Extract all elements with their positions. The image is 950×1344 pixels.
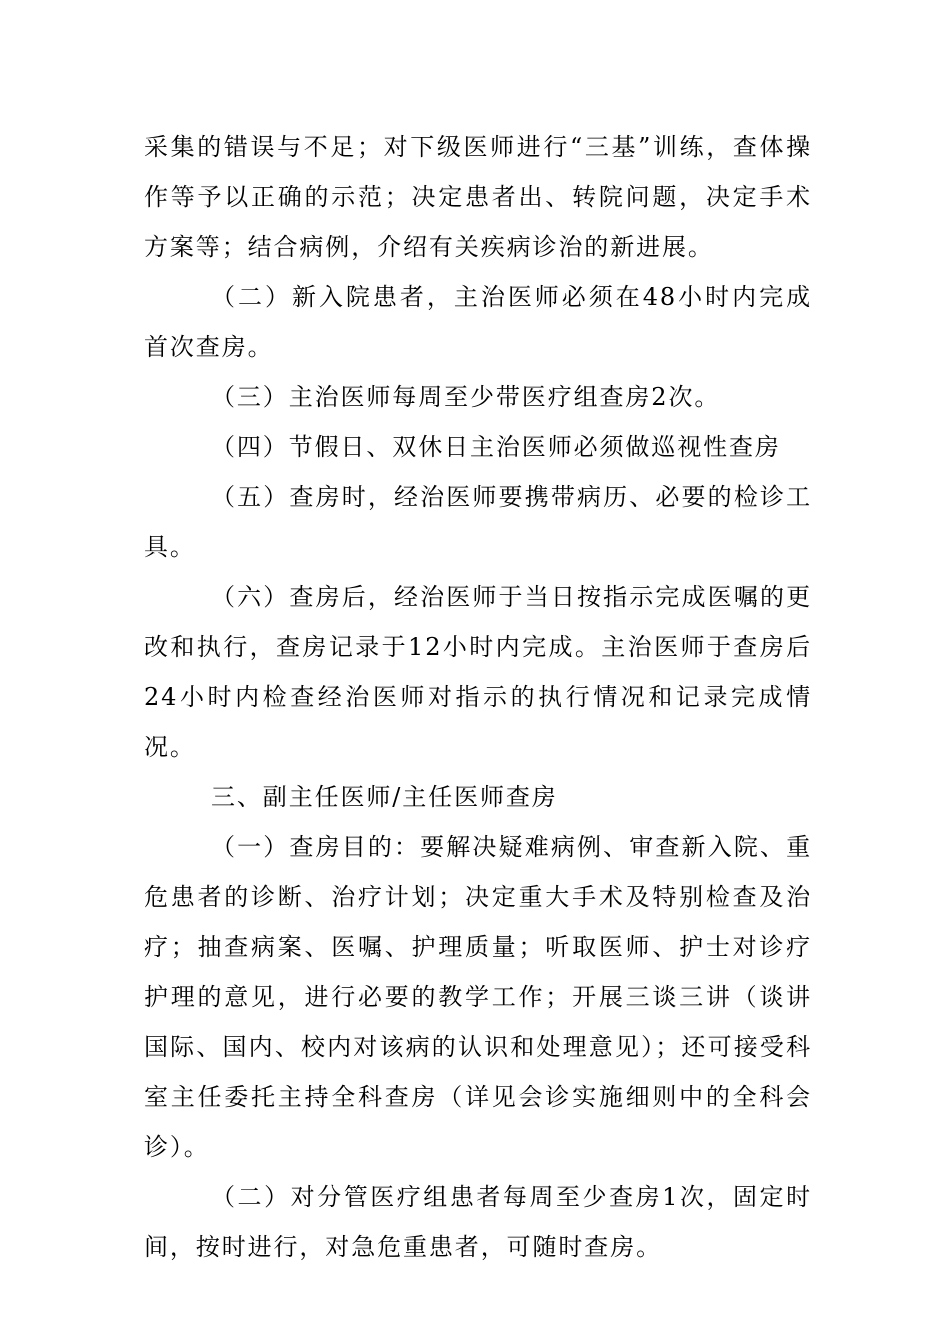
- paragraph-1: 采集的错误与不足；对下级医师进行“三基”训练，查体操作等予以正确的示范；决定患者出、转院问题，决定手术方案等；结合病例，介绍有关疾病诊治的新进展。: [144, 133, 812, 261]
- paragraph-8: （二）对分管医疗组患者每周至少查房1次，固定时间，按时进行，对急危重患者，可随时查房。: [144, 1183, 812, 1261]
- paragraph-4: （四）节假日、双休日主治医师必须做巡视性查房: [211, 433, 781, 461]
- section-heading: 三、副主任医师/主任医师查房: [211, 783, 558, 811]
- paragraph-2: （二）新入院患者，主治医师必须在48小时内完成首次查房。: [144, 283, 812, 361]
- document-body: [144, 122, 812, 1272]
- paragraph-3: （三）主治医师每周至少带医疗组查房2次。: [211, 383, 721, 411]
- paragraph-7: （一）查房目的：要解决疑难病例、审查新入院、重危患者的诊断、治疗计划；决定重大手术及特别检查及治疗；抽查病案、医嘱、护理质量；听取医师、护士对诊疗护理的意见，进行必要的教学工作；开展三谈三讲（谈讲国际、国内、校内对该病的认识和处理意见）；还可接受科室主任委托主持全科查房（详见会诊实施细则中的全科会诊）。: [144, 833, 812, 1161]
- paragraph-5: （五）查房时，经治医师要携带病历、必要的检诊工具。: [144, 483, 812, 561]
- paragraph-6: （六）查房后，经治医师于当日按指示完成医嘱的更改和执行，查房记录于12小时内完成。主治医师于查房后24小时内检查经治医师对指示的执行情况和记录完成情况。: [144, 583, 812, 761]
